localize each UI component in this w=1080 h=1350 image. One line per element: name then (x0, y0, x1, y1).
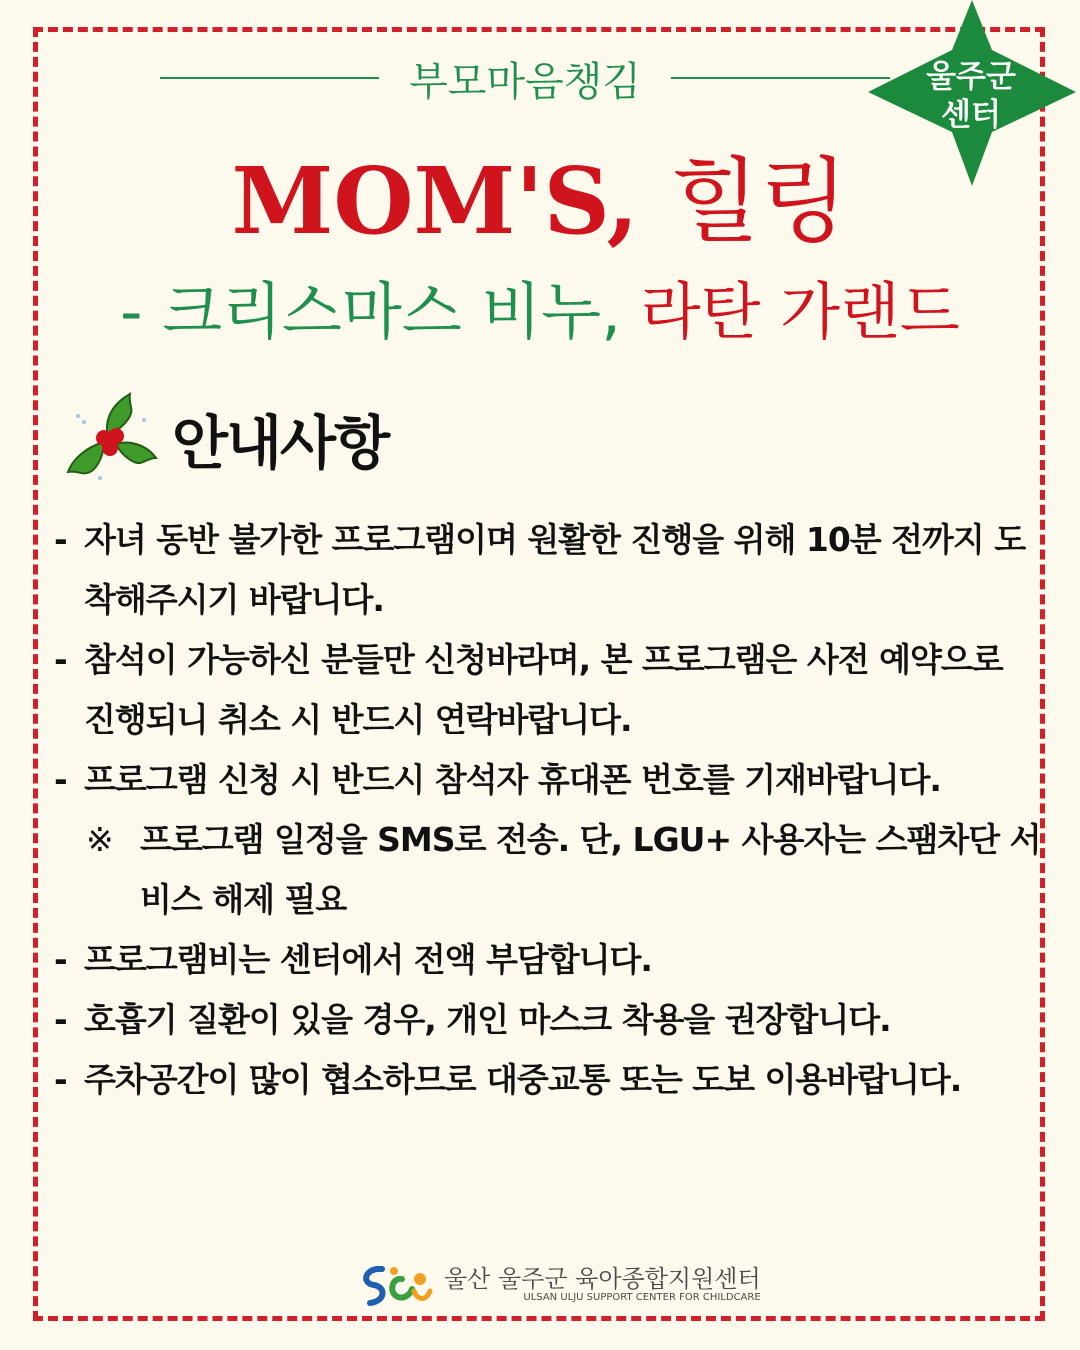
subtitle-right-rule (671, 77, 890, 79)
notice-dash: - (54, 940, 67, 979)
notice-text: 프로그램비는 센터에서 전액 부담합니다. (84, 940, 652, 979)
program-title-green: - 크리스마스 비누, (120, 275, 621, 348)
main-title-en: MOM'S, (231, 147, 639, 255)
notice-item (54, 630, 1044, 750)
reference-mark: ※ (86, 820, 113, 859)
subtitle: 부모마음챙김 (409, 58, 641, 105)
notice-dash: - (54, 520, 67, 559)
badge-line-2: 센터 (941, 97, 1001, 133)
subtitle-left-rule (160, 77, 379, 79)
notice-dash: - (54, 1060, 67, 1099)
notice-item (54, 750, 1044, 810)
footer-org-en: ULSAN ULJU SUPPORT CENTER FOR CHILDCARE (523, 1292, 761, 1303)
badge-label (866, 58, 1076, 134)
notice-dash: - (54, 760, 67, 799)
section-title: 안내사항 (172, 409, 389, 477)
notice-dash: - (54, 640, 67, 679)
notice-text: 호흡기 질환이 있을 경우, 개인 마스크 착용을 권장합니다. (84, 1000, 891, 1039)
subtitle-row (160, 58, 890, 105)
notice-item (54, 930, 1044, 990)
main-title (0, 128, 1080, 260)
notice-list (54, 510, 1044, 1110)
center-logo-icon (356, 1261, 436, 1309)
footer-text (444, 1266, 761, 1304)
section-header (64, 388, 388, 488)
notice-text: 자녀 동반 불가한 프로그램이며 원활한 진행을 위해 10분 전까지 도착해주시기 바랍니다. (84, 520, 1026, 619)
footer-org-ko: 울산 울주군 육아종합지원센터 (444, 1265, 761, 1293)
notice-item (54, 990, 1044, 1050)
notice-text: 참석이 가능하신 분들만 신청바라며, 본 프로그램은 사전 예약으로 진행되니 취소 시 반드시 연락바랍니다. (84, 640, 1003, 739)
notice-text: 주차공간이 많이 협소하므로 대중교통 또는 도보 이용바랍니다. (84, 1060, 962, 1099)
notice-item (54, 510, 1044, 630)
sms-note-text: 프로그램 일정을 SMS로 전송. 단, LGU+ 사용자는 스팸차단 서비스 해제 필요 (140, 820, 1041, 919)
main-title-ko: 힐링 (670, 148, 849, 255)
program-title-red: 라탄 가랜드 (640, 275, 960, 348)
holly-icon (64, 390, 160, 486)
program-title (0, 262, 1080, 351)
notice-dash: - (54, 1000, 67, 1039)
badge-line-1: 울주군 (926, 59, 1016, 95)
sms-note (54, 810, 1044, 930)
notice-item (54, 1050, 1044, 1110)
notice-text: 프로그램 신청 시 반드시 참석자 휴대폰 번호를 기재바랍니다. (84, 760, 941, 799)
footer (356, 1260, 761, 1310)
